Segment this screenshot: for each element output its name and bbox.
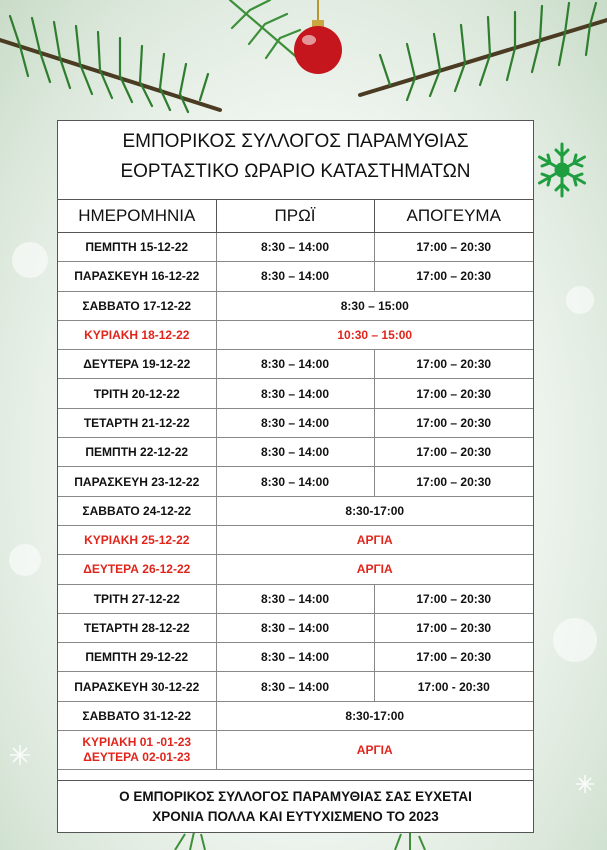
table-row [58,233,533,262]
column-header-date: ΗΜΕΡΟΜΗΝΙΑ [58,199,216,233]
date-cell [58,233,216,262]
morning-hours-cell: 8:30 – 14:00 [216,233,374,262]
date-cell [58,525,216,554]
date-label: ΚΥΡΙΑΚΗ 01 -01-23 [82,735,192,750]
header-subtitle: ΕΟΡΤΑΣΤΙΚΟ ΩΡΑΡΙΟ ΚΑΤΑΣΤΗΜΑΤΩΝ [120,161,471,182]
hours-cell-merged: ΑΡΓΙΑ [216,555,533,584]
morning-hours-cell: 8:30 – 14:00 [216,408,374,437]
date-label: ΤΕΤΑΡΤΗ 28-12-22 [83,621,190,635]
morning-hours-cell: 8:30 – 14:00 [216,643,374,672]
afternoon-hours-cell: 17:00 – 20:30 [374,262,533,291]
table-row [58,613,533,642]
date-label: ΣΑΒΒΑΤΟ 31-12-22 [82,708,192,723]
morning-hours-cell: 8:30 – 14:00 [216,613,374,642]
table-row [58,525,533,554]
date-label: ΚΥΡΙΑΚΗ 25-12-22 [84,533,190,548]
schedule-table [58,199,533,770]
table-row [58,672,533,701]
date-label: ΣΑΒΒΑΤΟ 24-12-22 [82,503,192,518]
header-title: ΕΜΠΟΡΙΚΟΣ ΣΥΛΛΟΓΟΣ ΠΑΡΑΜΥΘΙΑΣ [122,131,469,152]
date-label: ΤΕΤΑΡΤΗ 21-12-22 [83,415,190,430]
date-cell [58,350,216,379]
morning-hours-cell: 8:30 – 14:00 [216,672,374,701]
date-label: ΠΕΜΠΤΗ 15-12-22 [85,240,189,255]
hours-cell-merged: ΑΡΓΙΑ [216,731,533,770]
afternoon-hours-cell: 17:00 – 20:30 [374,350,533,379]
column-header-morning: ΠΡΩΪ [216,199,374,233]
date-cell [58,320,216,349]
afternoon-hours-cell: 17:00 – 20:30 [374,613,533,642]
hours-cell-merged: 10:30 – 15:00 [216,320,533,349]
table-row [58,408,533,437]
date-label: ΠΕΜΠΤΗ 29-12-22 [85,650,189,665]
hours-cell-merged: 8:30-17:00 [216,496,533,525]
table-row [58,731,533,770]
table-row [58,555,533,584]
table-row [58,320,533,349]
table-row [58,643,533,672]
table-header-row [58,199,533,233]
table-row [58,467,533,496]
footer-line: Ο ΕΜΠΟΡΙΚΟΣ ΣΥΛΛΟΓΟΣ ΠΑΡΑΜΥΘΙΑΣ ΣΑΣ ΕΥΧΕΤΑΙ [119,789,472,804]
table-row [58,496,533,525]
table-row [58,262,533,291]
date-cell [58,555,216,584]
date-label: ΠΑΡΑΣΚΕΥΗ 30-12-22 [74,679,200,694]
hours-cell-merged: 8:30-17:00 [216,701,533,730]
date-label: ΔΕΥΤΕΡΑ 26-12-22 [83,562,191,577]
date-cell [58,672,216,701]
afternoon-hours-cell: 17:00 – 20:30 [374,233,533,262]
header [58,121,533,200]
morning-hours-cell: 8:30 – 14:00 [216,379,374,408]
hours-cell-merged: 8:30 – 15:00 [216,291,533,320]
date-label: ΠΑΡΑΣΚΕΥΗ 16-12-22 [74,269,200,284]
table-row [58,701,533,730]
afternoon-hours-cell: 17:00 – 20:30 [374,438,533,467]
date-cell [58,467,216,496]
date-cell [58,408,216,437]
morning-hours-cell: 8:30 – 14:00 [216,467,374,496]
date-cell [58,291,216,320]
date-cell [58,496,216,525]
date-label: ΠΕΜΠΤΗ 22-12-22 [85,445,189,460]
date-label: ΣΑΒΒΑΤΟ 17-12-22 [82,298,192,313]
date-cell [58,438,216,467]
afternoon-hours-cell: 17:00 – 20:30 [374,379,533,408]
morning-hours-cell: 8:30 – 14:00 [216,584,374,613]
date-cell [58,643,216,672]
table-row [58,379,533,408]
date-label: ΤΡΙΤΗ 27-12-22 [93,591,180,606]
hours-cell-merged: ΑΡΓΙΑ [216,525,533,554]
morning-hours-cell: 8:30 – 14:00 [216,350,374,379]
footer-greeting [58,780,533,832]
date-cell [58,584,216,613]
afternoon-hours-cell: 17:00 – 20:30 [374,584,533,613]
schedule-sheet [57,120,534,833]
date-cell [58,613,216,642]
date-cell [58,262,216,291]
date-label: ΤΡΙΤΗ 20-12-22 [93,386,180,401]
afternoon-hours-cell: 17:00 – 20:30 [374,408,533,437]
table-row [58,438,533,467]
morning-hours-cell: 8:30 – 14:00 [216,262,374,291]
table-row [58,350,533,379]
morning-hours-cell: 8:30 – 14:00 [216,438,374,467]
column-header-afternoon: ΑΠΟΓΕΥΜΑ [374,199,533,233]
date-cell [58,701,216,730]
ornament-icon [294,0,342,74]
date-cell [58,379,216,408]
date-label: ΚΥΡΙΑΚΗ 18-12-22 [84,328,190,343]
date-label: ΠΑΡΑΣΚΕΥΗ 23-12-22 [74,474,200,489]
date-label: ΔΕΥΤΕΡΑ 19-12-22 [83,357,191,372]
date-label: ΔΕΥΤΕΡΑ 02-01-23 [83,750,191,765]
table-row [58,584,533,613]
afternoon-hours-cell: 17:00 – 20:30 [374,643,533,672]
afternoon-hours-cell: 17:00 – 20:30 [374,467,533,496]
afternoon-hours-cell: 17:00 - 20:30 [374,672,533,701]
footer-line: ΧΡΟΝΙΑ ΠΟΛΛΑ ΚΑΙ ΕΥΤΥΧΙΣΜΕΝΟ ΤΟ 2023 [152,809,439,824]
snowflake-icon [540,144,585,196]
date-cell [58,731,216,770]
table-row [58,291,533,320]
